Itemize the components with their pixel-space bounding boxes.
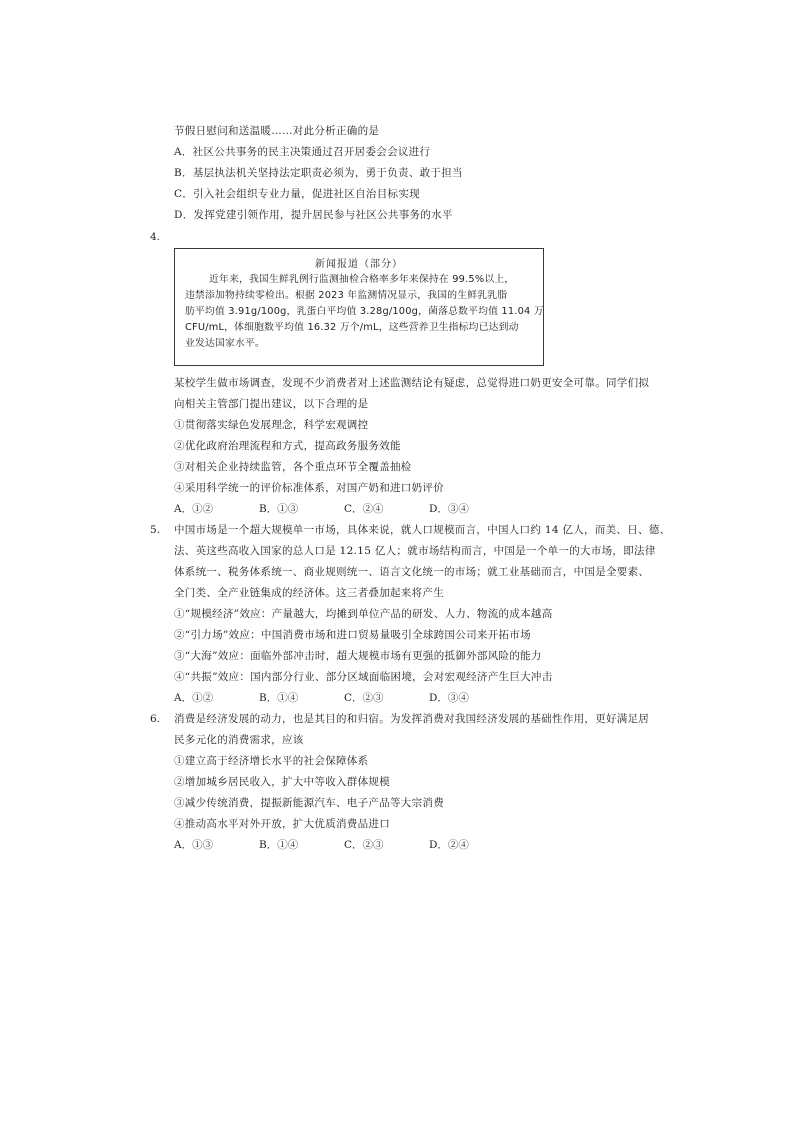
news-line-4: CFU/mL，体细胞数平均值 16.32 万个/mL，这些营养卫生指标均已达到动 bbox=[185, 322, 519, 333]
q6-item-2: ②增加城乡居民收入，扩大中等收入群体规模 bbox=[174, 776, 390, 788]
q5-stem-line-3: 体系统一、税务体系统一、商业规则统一、语言文化统一的市场；就工业基础而言，中国是全要素、 bbox=[174, 566, 650, 578]
q6-item-1: ①建立高于经济增长水平的社会保障体系 bbox=[174, 755, 369, 767]
q6-number: 6. bbox=[150, 713, 161, 725]
q4-choice-a: A．①② bbox=[174, 503, 214, 515]
q3-option-b: B．基层执法机关坚持法定职责必须为，勇于负责、敢于担当 bbox=[174, 167, 463, 179]
q5-number: 5. bbox=[150, 524, 161, 536]
q3-option-a: A．社区公共事务的民主决策通过召开居委会会议进行 bbox=[174, 146, 431, 158]
q4-choice-b: B．①③ bbox=[259, 503, 299, 515]
q5-item-4: ④“共振”效应：国内部分行业、部分区域面临困境，会对宏观经济产生巨大冲击 bbox=[174, 671, 553, 683]
q4-item-4: ④采用科学统一的评价标准体系，对国产奶和进口奶评价 bbox=[174, 482, 444, 494]
news-line-2: 违禁添加物持续零检出。根据 2023 年监测情况显示，我国的生鲜乳乳脂 bbox=[185, 290, 508, 301]
q5-choices bbox=[174, 691, 469, 705]
q5-choice-a: A．①② bbox=[174, 692, 214, 704]
q5-item-2: ②“引力场”效应：中国消费市场和进口贸易量吸引全球跨国公司来开拓市场 bbox=[174, 629, 531, 641]
q4-item-2: ②优化政府治理流程和方式，提高政务服务效能 bbox=[174, 440, 401, 452]
q5-choice-d: D．③④ bbox=[429, 692, 469, 704]
q5-choice-c: C．②③ bbox=[344, 692, 384, 704]
q4-choice-c: C．②④ bbox=[344, 503, 384, 515]
q5-choice-b: B．①④ bbox=[259, 692, 299, 704]
q4-stem-line-2: 向相关主管部门提出建议，以下合理的是 bbox=[174, 398, 369, 410]
q6-choice-c: C．②③ bbox=[344, 839, 384, 851]
q6-choice-b: B．①④ bbox=[259, 839, 299, 851]
q4-choice-d: D．③④ bbox=[429, 503, 469, 515]
q6-choice-d: D．②④ bbox=[429, 839, 469, 851]
news-report-box bbox=[174, 248, 544, 366]
q3-option-c: C．引入社会组织专业力量，促进社区自治目标实现 bbox=[174, 188, 420, 200]
news-line-5: 业发达国家水平。 bbox=[185, 338, 265, 349]
q6-stem-line-2: 民多元化的消费需求，应该 bbox=[174, 734, 304, 746]
news-line-1: 近年来，我国生鲜乳例行监测抽检合格率多年来保持在 99.5%以上， bbox=[209, 274, 515, 285]
q5-stem-line-2: 法、英这些高收入国家的总人口是 12.15 亿人；就市场结构而言，中国是一个单一的大市场，即法律 bbox=[174, 545, 656, 557]
q4-stem-line-1: 某校学生做市场调查，发现不少消费者对上述监测结论有疑虑，总觉得进口奶更安全可靠。同学们拟 bbox=[174, 377, 650, 389]
q6-stem-line-1: 消费是经济发展的动力，也是其目的和归宿。为发挥消费对我国经济发展的基础性作用，更好满足居 bbox=[174, 713, 650, 725]
q3-option-d: D．发挥党建引领作用，提升居民参与社区公共事务的水平 bbox=[174, 209, 453, 221]
q6-item-4: ④推动高水平对外开放，扩大优质消费品进口 bbox=[174, 818, 390, 830]
q5-item-3: ③“大海”效应：面临外部冲击时，超大规模市场有更强的抵御外部风险的能力 bbox=[174, 650, 542, 662]
q4-number: 4. bbox=[150, 231, 161, 243]
q5-stem-line-4: 全门类、全产业链集成的经济体。这三者叠加起来将产生 bbox=[174, 587, 444, 599]
q5-stem-line-1: 中国市场是一个超大规模单一市场，具体来说，就人口规模而言，中国人口约 14 亿人，而美、日、德、 bbox=[174, 524, 671, 536]
q6-choices bbox=[174, 838, 469, 852]
news-line-3: 肪平均值 3.91g/100g，乳蛋白平均值 3.28g/100g，菌落总数平均值 11.04 万 bbox=[185, 306, 544, 317]
q3-stem-tail: 节假日慰问和送温暖……对此分析正确的是 bbox=[174, 125, 380, 137]
q6-item-3: ③减少传统消费，提振新能源汽车、电子产品等大宗消费 bbox=[174, 797, 444, 809]
q4-item-1: ①贯彻落实绿色发展理念，科学宏观调控 bbox=[174, 419, 369, 431]
q5-item-1: ①“规模经济”效应：产量越大，均摊到单位产品的研发、人力、物流的成本越高 bbox=[174, 608, 553, 620]
news-title: 新闻报道（部分） bbox=[315, 259, 403, 270]
q6-choice-a: A．①③ bbox=[174, 839, 214, 851]
q4-item-3: ③对相关企业持续监管，各个重点环节全覆盖抽检 bbox=[174, 461, 412, 473]
q4-choices bbox=[174, 502, 469, 516]
